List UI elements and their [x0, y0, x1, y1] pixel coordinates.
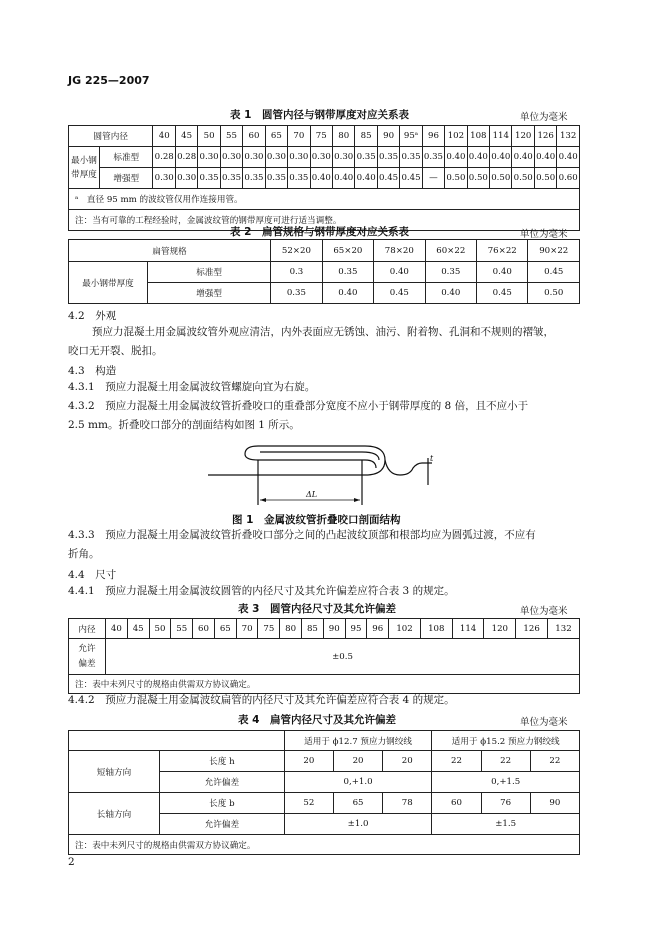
- table4-unit: 单位为毫米: [520, 717, 568, 728]
- table1-row-group: 最小钢带厚度: [69, 147, 100, 189]
- table4-group-15-2: 适用于 ϕ15.2 预应力钢绞线: [432, 731, 580, 751]
- table1-row-label: 增强型: [100, 168, 153, 189]
- table4-b-value: 65: [333, 793, 382, 814]
- table1-thickness-cell: 0.35: [400, 147, 422, 168]
- table1-thickness-cell: 0.40: [512, 147, 534, 168]
- table4-b-value: 76: [481, 793, 530, 814]
- table3-diameter-cell: 90: [323, 619, 345, 639]
- table1-caption: 表 1 圆管内径与钢带厚度对应关系表: [230, 109, 409, 121]
- table1-thickness-cell: 0.28: [153, 147, 175, 168]
- table3-diameter-cell: 85: [302, 619, 324, 639]
- table2-thickness-cell: 0.45: [477, 283, 528, 304]
- table4-b-tol-label: 允许偏差: [160, 814, 285, 835]
- table2-unit: 单位为毫米: [520, 229, 568, 240]
- table1-thickness-cell: 0.40: [445, 147, 467, 168]
- table1-diameter-cell: 55: [220, 126, 242, 147]
- table1-thickness-cell: 0.40: [490, 147, 512, 168]
- table2-thickness-cell: 0.35: [322, 262, 373, 283]
- table1-diameter-cell: 108: [467, 126, 489, 147]
- table3-tol-label: 允许 偏差: [69, 639, 106, 675]
- table4-h-tol-label: 允许偏差: [160, 772, 285, 793]
- section-4-4-title: 4.4 尺寸: [68, 569, 117, 581]
- table4-h-value: 20: [383, 751, 432, 772]
- table1-thickness-cell: 0.40: [310, 168, 332, 189]
- section-4-3-title: 4.3 构造: [68, 365, 117, 377]
- section-4-3-3: 4.3.3 预应力混凝土用金属波纹管折叠咬口部分之间的凸起波纹顶部和根部均应为圆弧过渡，不应有: [68, 529, 536, 541]
- table1-col-header: 圆管内径: [69, 126, 153, 147]
- table1: [68, 125, 580, 231]
- table1-thickness-cell: 0.30: [243, 147, 265, 168]
- table2-spec-cell: 78×20: [374, 240, 425, 262]
- figure1-fold-diagram: [200, 430, 450, 510]
- table2-thickness-cell: 0.50: [528, 283, 580, 304]
- table4-len-b-label: 长度 b: [160, 793, 285, 814]
- table2-thickness-cell: 0.40: [477, 262, 528, 283]
- table4-h-value: 22: [432, 751, 481, 772]
- table4-group-12-7: 适用于 ϕ12.7 预应力钢绞线: [284, 731, 432, 751]
- table1-thickness-cell: 0.35: [243, 168, 265, 189]
- table2-thickness-cell: 0.3: [271, 262, 322, 283]
- table3-diameter-cell: 45: [127, 619, 149, 639]
- table3-diameter-cell: 55: [171, 619, 193, 639]
- table1-thickness-cell: 0.40: [534, 147, 556, 168]
- section-4-4-1: 4.4.1 预应力混凝土用金属波纹圆管的内径尺寸及其允许偏差应符合表 3 的规定。: [68, 585, 455, 597]
- table2-row-label: 增强型: [148, 283, 271, 304]
- table1-thickness-cell: 0.40: [557, 147, 580, 168]
- figure1-label-dl: ΔL: [306, 490, 318, 499]
- table4-h-value: 20: [333, 751, 382, 772]
- table3-diameter-cell: 60: [193, 619, 215, 639]
- table3-diameter-cell: 96: [367, 619, 389, 639]
- table1-thickness-cell: 0.30: [175, 168, 197, 189]
- table2-thickness-cell: 0.45: [374, 283, 425, 304]
- table3-diameter-cell: 126: [516, 619, 548, 639]
- table1-diameter-cell: 85: [355, 126, 377, 147]
- table1-diameter-cell: 70: [288, 126, 310, 147]
- table2-row-label: 标准型: [148, 262, 271, 283]
- table1-diameter-cell: 60: [243, 126, 265, 147]
- table4-b-tol-1: ±1.0: [284, 814, 432, 835]
- section-4-2-text-cont: 咬口无开裂、脱扣。: [68, 345, 163, 357]
- table1-diameter-cell: 40: [153, 126, 175, 147]
- table3-tolerance: ±0.5: [106, 639, 580, 675]
- table1-diameter-cell: 126: [534, 126, 556, 147]
- table2-spec-cell: 76×22: [477, 240, 528, 262]
- table2-spec-cell: 52×20: [271, 240, 322, 262]
- table1-diameter-cell: 114: [490, 126, 512, 147]
- table1-diameter-cell: 96: [422, 126, 444, 147]
- table3-note: 注：表中未列尺寸的规格由供需双方协议确定。: [69, 675, 580, 694]
- table1-thickness-cell: 0.30: [220, 147, 242, 168]
- table1-thickness-cell: —: [422, 168, 444, 189]
- table3-diameter-cell: 70: [236, 619, 258, 639]
- table1-thickness-cell: 0.30: [310, 147, 332, 168]
- table1-row-label: 标准型: [100, 147, 153, 168]
- table3-diameter-cell: 95: [345, 619, 367, 639]
- table3-diameter-cell: 114: [452, 619, 484, 639]
- table3-diameter-cell: 80: [280, 619, 302, 639]
- table2-thickness-cell: 0.35: [271, 283, 322, 304]
- table1-thickness-cell: 0.35: [377, 147, 399, 168]
- table1-thickness-cell: 0.30: [332, 147, 354, 168]
- table1-thickness-cell: 0.60: [557, 168, 580, 189]
- table1-thickness-cell: 0.30: [288, 147, 310, 168]
- table1-diameter-cell: 75: [310, 126, 332, 147]
- table3-caption: 表 3 圆管内径尺寸及其允许偏差: [238, 603, 396, 615]
- table4-caption: 表 4 扁管内径尺寸及其允许偏差: [238, 714, 396, 726]
- table1-thickness-cell: 0.35: [220, 168, 242, 189]
- table3-diameter-cell: 132: [547, 619, 579, 639]
- section-4-3-3-cont: 折角。: [68, 548, 100, 560]
- table3-diameter-cell: 120: [484, 619, 516, 639]
- table1-unit: 单位为毫米: [520, 112, 568, 123]
- table4-len-h-label: 长度 h: [160, 751, 285, 772]
- table2-thickness-cell: 0.40: [374, 262, 425, 283]
- table3-diameter-cell: 65: [214, 619, 236, 639]
- table1-thickness-cell: 0.50: [512, 168, 534, 189]
- table1-diameter-cell: 80: [332, 126, 354, 147]
- table1-diameter-cell: 102: [445, 126, 467, 147]
- table3-diameter-cell: 50: [149, 619, 171, 639]
- table3-diameter-cell: 40: [106, 619, 128, 639]
- table4-short-axis: 短轴方向: [69, 751, 160, 793]
- section-4-3-2: 4.3.2 预应力混凝土用金属波纹管折叠咬口的重叠部分宽度不应小于钢带厚度的 8 倍，且不应小于: [68, 400, 529, 412]
- table1-thickness-cell: 0.35: [265, 168, 287, 189]
- table1-diameter-cell: 45: [175, 126, 197, 147]
- table4-h-value: 20: [284, 751, 333, 772]
- table1-thickness-cell: 0.50: [445, 168, 467, 189]
- table2-spec-cell: 65×20: [322, 240, 373, 262]
- table2-thickness-cell: 0.45: [528, 262, 580, 283]
- table3-diameter-cell: 102: [389, 619, 421, 639]
- table4-b-tol-2: ±1.5: [432, 814, 580, 835]
- table3: [68, 618, 580, 694]
- table3-diameter-cell: 75: [258, 619, 280, 639]
- table1-thickness-cell: 0.35: [198, 168, 220, 189]
- table1-thickness-cell: 0.30: [265, 147, 287, 168]
- table4-h-tol-1: 0,+1.0: [284, 772, 432, 793]
- figure1-caption: 图 1 金属波纹管折叠咬口剖面结构: [232, 514, 401, 526]
- table1-thickness-cell: 0.50: [467, 168, 489, 189]
- table4-b-value: 90: [530, 793, 579, 814]
- document-code: JG 225—2007: [68, 74, 150, 87]
- section-4-4-2: 4.4.2 预应力混凝土用金属波纹扁管的内径尺寸及其允许偏差应符合表 4 的规定。: [68, 694, 455, 706]
- table2: [68, 239, 580, 304]
- table1-thickness-cell: 0.40: [332, 168, 354, 189]
- table3-diameter-cell: 108: [420, 619, 452, 639]
- table1-thickness-cell: 0.40: [355, 168, 377, 189]
- table1-diameter-cell: 50: [198, 126, 220, 147]
- table4-b-value: 52: [284, 793, 333, 814]
- table4-b-value: 60: [432, 793, 481, 814]
- table4-h-value: 22: [530, 751, 579, 772]
- page-number: 2: [68, 856, 75, 868]
- table3-header: 内径: [69, 619, 106, 639]
- table1-thickness-cell: 0.35: [422, 147, 444, 168]
- table4: [68, 730, 580, 855]
- table3-unit: 单位为毫米: [520, 606, 568, 617]
- table1-footnote: ᵃ 直径 95 mm 的波纹管仅用作连接用管。: [69, 189, 580, 210]
- table2-spec-cell: 90×22: [528, 240, 580, 262]
- table1-diameter-cell: 120: [512, 126, 534, 147]
- table2-caption: 表 2 扁管规格与钢带厚度对应关系表: [230, 226, 409, 238]
- table4-long-axis: 长轴方向: [69, 793, 160, 835]
- table1-thickness-cell: 0.45: [400, 168, 422, 189]
- table1-thickness-cell: 0.45: [377, 168, 399, 189]
- table1-thickness-cell: 0.35: [355, 147, 377, 168]
- table4-h-value: 22: [481, 751, 530, 772]
- section-4-2-title: 4.2 外观: [68, 310, 117, 322]
- table1-thickness-cell: 0.30: [198, 147, 220, 168]
- table1-diameter-cell: 132: [557, 126, 580, 147]
- section-4-3-2-cont: 2.5 mm。折叠咬口部分的剖面结构如图 1 所示。: [68, 419, 300, 431]
- table2-spec-header: 扁管规格: [69, 240, 271, 262]
- table1-diameter-cell: 95ᵃ: [400, 126, 422, 147]
- table1-thickness-cell: 0.35: [288, 168, 310, 189]
- table1-diameter-cell: 65: [265, 126, 287, 147]
- table1-thickness-cell: 0.50: [490, 168, 512, 189]
- section-4-2-text: 预应力混凝土用金属波纹管外观应清洁，内外表面应无锈蚀、油污、附着物、孔洞和不规则的褶皱，: [92, 326, 554, 338]
- table1-thickness-cell: 0.50: [534, 168, 556, 189]
- figure1-label-t: t: [430, 454, 434, 463]
- table1-thickness-cell: 0.30: [153, 168, 175, 189]
- table2-thickness-cell: 0.40: [322, 283, 373, 304]
- table1-thickness-cell: 0.40: [467, 147, 489, 168]
- table2-thickness-cell: 0.40: [425, 283, 476, 304]
- table4-note: 注：表中未列尺寸的规格由供需双方协议确定。: [69, 835, 580, 855]
- table1-diameter-cell: 90: [377, 126, 399, 147]
- table1-note: 注：当有可靠的工程经验时，金属波纹管的钢带厚度可进行适当调整。: [69, 210, 580, 231]
- table4-b-value: 78: [383, 793, 432, 814]
- table1-thickness-cell: 0.28: [175, 147, 197, 168]
- table2-spec-cell: 60×22: [425, 240, 476, 262]
- table2-thickness-cell: 0.35: [425, 262, 476, 283]
- table4-h-tol-2: 0,+1.5: [432, 772, 580, 793]
- table2-row-group: 最小钢带厚度: [69, 262, 148, 304]
- section-4-3-1: 4.3.1 预应力混凝土用金属波纹管螺旋向宜为右旋。: [68, 381, 316, 393]
